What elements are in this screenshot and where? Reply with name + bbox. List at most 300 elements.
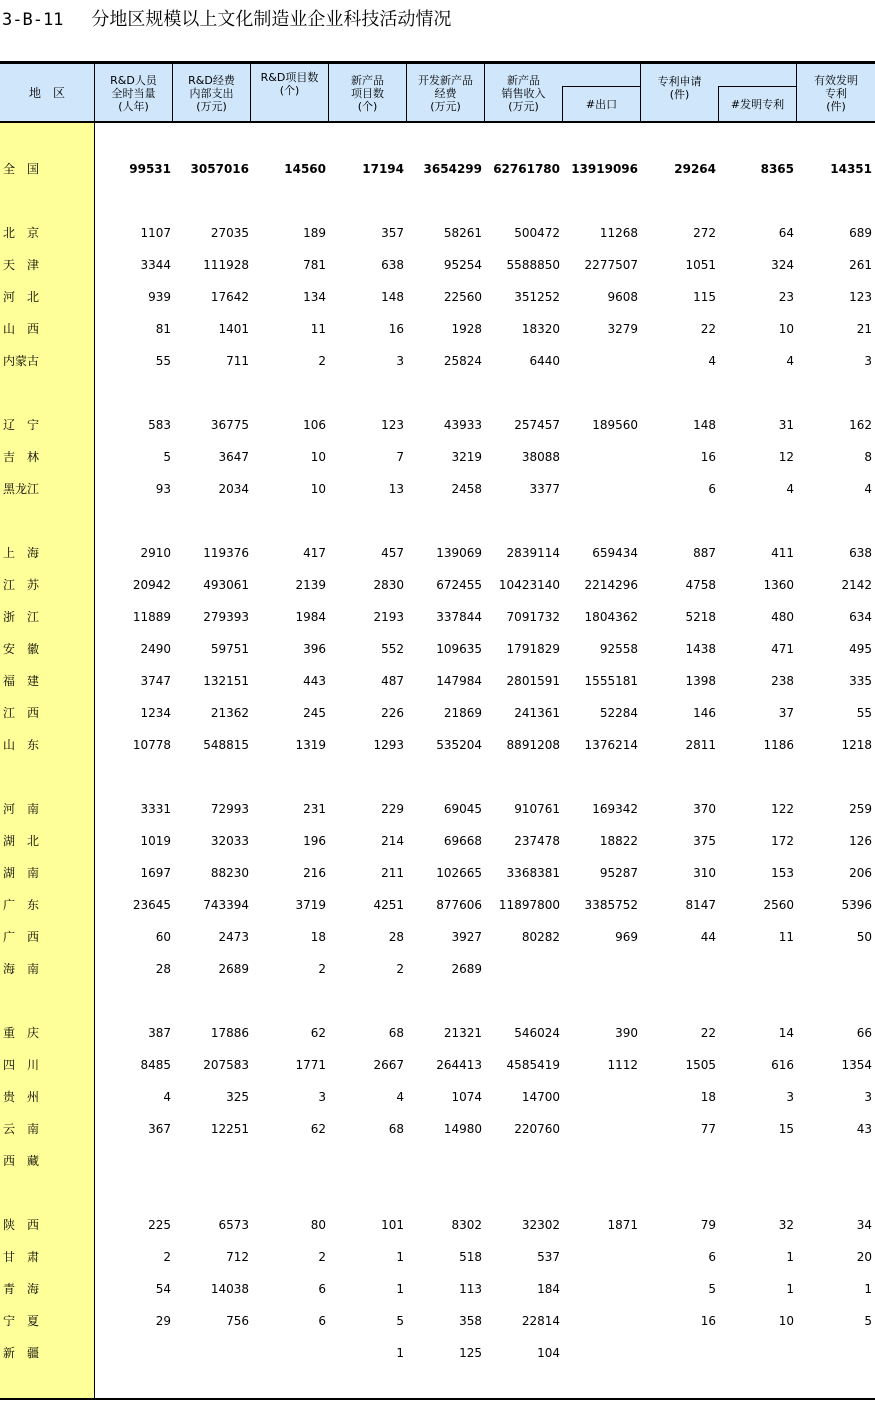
cell: 2667 xyxy=(373,1058,404,1072)
cell: 5 xyxy=(864,1314,872,1328)
cell: 111928 xyxy=(203,258,249,272)
cell: 146 xyxy=(693,706,716,720)
cell: 148 xyxy=(693,418,716,432)
cell: 59751 xyxy=(210,642,249,656)
cell: 21 xyxy=(856,322,872,336)
cell: 43933 xyxy=(443,418,482,432)
cell: 2811 xyxy=(685,738,716,752)
cell: 10 xyxy=(310,450,326,464)
cell: 3368381 xyxy=(506,866,560,880)
region-name: 新 疆 xyxy=(3,1346,40,1360)
table-row xyxy=(0,608,875,626)
cell: 939 xyxy=(148,290,171,304)
cell: 546024 xyxy=(514,1026,560,1040)
cell: 417 xyxy=(303,546,326,560)
cell: 1107 xyxy=(140,226,171,240)
cell: 264413 xyxy=(436,1058,482,1072)
cell: 552 xyxy=(381,642,404,656)
cell: 66 xyxy=(856,1026,872,1040)
cell: 495 xyxy=(849,642,872,656)
table-row xyxy=(0,928,875,946)
cell: 279393 xyxy=(203,610,249,624)
table-row xyxy=(0,1120,875,1138)
cell: 2 xyxy=(318,962,326,976)
cell: 3377 xyxy=(529,482,560,496)
cell: 756 xyxy=(226,1314,249,1328)
cell: 17886 xyxy=(210,1026,249,1040)
region-name: 山 西 xyxy=(3,322,40,336)
table-row xyxy=(0,1056,875,1074)
cell: 9608 xyxy=(607,290,638,304)
cell: 18 xyxy=(310,930,326,944)
cell: 480 xyxy=(771,610,794,624)
cell: 36775 xyxy=(210,418,249,432)
cell: 88230 xyxy=(210,866,249,880)
cell: 6 xyxy=(318,1282,326,1296)
cell: 6440 xyxy=(529,354,560,368)
table-row xyxy=(0,1024,875,1042)
cell: 1376214 xyxy=(584,738,638,752)
cell: 325 xyxy=(226,1090,249,1104)
cell: 25824 xyxy=(443,354,482,368)
cell: 11 xyxy=(778,930,794,944)
cell: 10 xyxy=(310,482,326,496)
header-region: 地 区 xyxy=(28,85,65,100)
region-name: 河 南 xyxy=(3,802,40,816)
cell: 11889 xyxy=(132,610,171,624)
cell: 5588850 xyxy=(506,258,560,272)
cell: 10778 xyxy=(132,738,171,752)
cell: 781 xyxy=(303,258,326,272)
cell: 8891208 xyxy=(506,738,560,752)
region-name: 西 藏 xyxy=(3,1154,40,1168)
cell: 2839114 xyxy=(506,546,560,560)
region-name: 宁 夏 xyxy=(3,1314,40,1328)
cell: 8 xyxy=(864,450,872,464)
cell: 4 xyxy=(163,1090,171,1104)
table-row xyxy=(0,320,875,338)
cell: 1 xyxy=(786,1282,794,1296)
cell: 14038 xyxy=(210,1282,249,1296)
cell: 1293 xyxy=(373,738,404,752)
cell: 241361 xyxy=(514,706,560,720)
cell: 3 xyxy=(318,1090,326,1104)
table-row xyxy=(0,480,875,498)
region-name: 上 海 xyxy=(3,546,40,560)
table-title: 分地区规模以上文化制造业企业科技活动情况 xyxy=(91,9,452,30)
table-row xyxy=(0,864,875,882)
cell: 2490 xyxy=(140,642,171,656)
cell: 50 xyxy=(856,930,872,944)
cell: 134 xyxy=(303,290,326,304)
cell: 3331 xyxy=(140,802,171,816)
cell: 3 xyxy=(396,354,404,368)
region-name: 吉 林 xyxy=(3,450,40,464)
cell: 1074 xyxy=(451,1090,482,1104)
cell: 80282 xyxy=(521,930,560,944)
table-row-total xyxy=(0,160,875,178)
cell: 2142 xyxy=(841,578,872,592)
cell: 2214296 xyxy=(584,578,638,592)
cell: 93 xyxy=(155,482,171,496)
table-row xyxy=(0,288,875,306)
table-row xyxy=(0,800,875,818)
cell: 22 xyxy=(700,1026,716,1040)
cell: 535204 xyxy=(436,738,482,752)
cell: 11897800 xyxy=(498,898,560,912)
cell: 64 xyxy=(778,226,794,240)
region-name: 海 南 xyxy=(3,962,40,976)
cell: 3219 xyxy=(451,450,482,464)
table-row xyxy=(0,736,875,754)
region-name: 浙 江 xyxy=(3,610,40,624)
cell: 1354 xyxy=(841,1058,872,1072)
cell: 2458 xyxy=(451,482,482,496)
cell: 34 xyxy=(856,1218,872,1232)
cell: 20942 xyxy=(132,578,171,592)
cell: 1 xyxy=(396,1250,404,1264)
header-dev-expense: 开发新产品 经费 (万元) xyxy=(418,73,473,113)
cell: 3927 xyxy=(451,930,482,944)
cell: 38088 xyxy=(521,450,560,464)
cell: 113 xyxy=(459,1282,482,1296)
cell: 69045 xyxy=(443,802,482,816)
cell: 69668 xyxy=(443,834,482,848)
cell: 99531 xyxy=(129,162,171,176)
cell: 12 xyxy=(778,450,794,464)
cell: 712 xyxy=(226,1250,249,1264)
cell: 115 xyxy=(693,290,716,304)
cell: 43 xyxy=(856,1122,872,1136)
cell: 634 xyxy=(849,610,872,624)
cell: 743394 xyxy=(203,898,249,912)
cell: 877606 xyxy=(436,898,482,912)
cell: 2910 xyxy=(140,546,171,560)
header-patent-applications: 专利申请 (件) xyxy=(657,75,702,101)
cell: 3 xyxy=(864,354,872,368)
cell: 21321 xyxy=(443,1026,482,1040)
cell: 500472 xyxy=(514,226,560,240)
cell: 1984 xyxy=(295,610,326,624)
cell: 10 xyxy=(778,322,794,336)
region-name: 内蒙古 xyxy=(3,354,40,368)
cell: 357 xyxy=(381,226,404,240)
cell: 6573 xyxy=(218,1218,249,1232)
cell: 139069 xyxy=(436,546,482,560)
cell: 126 xyxy=(849,834,872,848)
region-name: 全 国 xyxy=(3,162,40,176)
cell: 23 xyxy=(778,290,794,304)
table-row xyxy=(0,1152,875,1170)
cell: 12251 xyxy=(210,1122,249,1136)
cell: 5218 xyxy=(685,610,716,624)
cell: 77 xyxy=(700,1122,716,1136)
cell: 68 xyxy=(388,1026,404,1040)
cell: 21869 xyxy=(443,706,482,720)
table-row xyxy=(0,1088,875,1106)
table-row xyxy=(0,544,875,562)
cell: 211 xyxy=(381,866,404,880)
cell: 44 xyxy=(700,930,716,944)
cell: 1771 xyxy=(295,1058,326,1072)
cell: 5 xyxy=(163,450,171,464)
cell: 3057016 xyxy=(190,162,249,176)
header-bottom-rule xyxy=(0,121,875,123)
cell: 14560 xyxy=(284,162,326,176)
cell: 471 xyxy=(771,642,794,656)
cell: 370 xyxy=(693,802,716,816)
cell: 493061 xyxy=(203,578,249,592)
cell: 8485 xyxy=(140,1058,171,1072)
header-rd-projects: R&D项目数 (个) xyxy=(260,71,319,97)
cell: 17194 xyxy=(362,162,404,176)
cell: 1928 xyxy=(451,322,482,336)
cell: 1186 xyxy=(763,738,794,752)
region-name: 江 西 xyxy=(3,706,40,720)
cell: 689 xyxy=(849,226,872,240)
cell: 231 xyxy=(303,802,326,816)
region-name: 广 东 xyxy=(3,898,40,912)
cell: 548815 xyxy=(203,738,249,752)
cell: 5396 xyxy=(841,898,872,912)
cell: 7091732 xyxy=(506,610,560,624)
table-row xyxy=(0,576,875,594)
cell: 29 xyxy=(155,1314,171,1328)
cell: 16 xyxy=(700,1314,716,1328)
header-new-product-sales: 新产品 销售收入 (万元) xyxy=(501,73,546,113)
cell: 22814 xyxy=(521,1314,560,1328)
cell: 18822 xyxy=(599,834,638,848)
cell: 123 xyxy=(849,290,872,304)
header-rd-staff: R&D人员 全时当量 (人年) xyxy=(110,73,157,113)
cell: 8147 xyxy=(685,898,716,912)
region-name: 陕 西 xyxy=(3,1218,40,1232)
cell: 2689 xyxy=(451,962,482,976)
cell: 101 xyxy=(381,1218,404,1232)
cell: 245 xyxy=(303,706,326,720)
cell: 148 xyxy=(381,290,404,304)
cell: 226 xyxy=(381,706,404,720)
cell: 21362 xyxy=(210,706,249,720)
cell: 4758 xyxy=(685,578,716,592)
cell: 109635 xyxy=(436,642,482,656)
cell: 358 xyxy=(459,1314,482,1328)
cell: 1505 xyxy=(685,1058,716,1072)
cell: 3747 xyxy=(140,674,171,688)
cell: 4 xyxy=(786,482,794,496)
cell: 443 xyxy=(303,674,326,688)
cell: 13919096 xyxy=(571,162,638,176)
cell: 1555181 xyxy=(584,674,638,688)
cell: 261 xyxy=(849,258,872,272)
cell: 1360 xyxy=(763,578,794,592)
region-name: 辽 宁 xyxy=(3,418,40,432)
cell: 2 xyxy=(163,1250,171,1264)
cell: 72993 xyxy=(210,802,249,816)
cell: 1 xyxy=(396,1282,404,1296)
cell: 3385752 xyxy=(584,898,638,912)
cell: 3719 xyxy=(295,898,326,912)
cell: 2473 xyxy=(218,930,249,944)
cell: 1398 xyxy=(685,674,716,688)
cell: 206 xyxy=(849,866,872,880)
region-name: 江 苏 xyxy=(3,578,40,592)
cell: 95254 xyxy=(443,258,482,272)
cell: 457 xyxy=(381,546,404,560)
table-code: 3-B-11 xyxy=(2,10,64,30)
cell: 259 xyxy=(849,802,872,816)
cell: 3 xyxy=(786,1090,794,1104)
region-name: 安 徽 xyxy=(3,642,40,656)
region-name: 青 海 xyxy=(3,1282,40,1296)
table-row xyxy=(0,704,875,722)
table-row xyxy=(0,1280,875,1298)
cell: 638 xyxy=(381,258,404,272)
region-name: 云 南 xyxy=(3,1122,40,1136)
cell: 55 xyxy=(856,706,872,720)
cell: 22560 xyxy=(443,290,482,304)
header-rd-expense: R&D经费 内部支出 (万元) xyxy=(188,73,235,113)
cell: 31 xyxy=(778,418,794,432)
cell: 1 xyxy=(396,1346,404,1360)
cell: 351252 xyxy=(514,290,560,304)
cell: 32302 xyxy=(521,1218,560,1232)
cell: 6 xyxy=(318,1314,326,1328)
cell: 5 xyxy=(708,1282,716,1296)
cell: 1 xyxy=(864,1282,872,1296)
cell: 375 xyxy=(693,834,716,848)
table-row xyxy=(0,640,875,658)
cell: 18 xyxy=(700,1090,716,1104)
cell: 214 xyxy=(381,834,404,848)
header-invention-patents: #发明专利 xyxy=(730,97,785,111)
region-name: 重 庆 xyxy=(3,1026,40,1040)
header-export: #出口 xyxy=(585,97,618,111)
cell: 16 xyxy=(388,322,404,336)
table-row xyxy=(0,1312,875,1330)
cell: 172 xyxy=(771,834,794,848)
cell: 104 xyxy=(537,1346,560,1360)
cell: 411 xyxy=(771,546,794,560)
cell: 1234 xyxy=(140,706,171,720)
cell: 196 xyxy=(303,834,326,848)
cell: 583 xyxy=(148,418,171,432)
region-name: 甘 肃 xyxy=(3,1250,40,1264)
cell: 119376 xyxy=(203,546,249,560)
cell: 8302 xyxy=(451,1218,482,1232)
cell: 2801591 xyxy=(506,674,560,688)
cell: 169342 xyxy=(592,802,638,816)
cell: 207583 xyxy=(203,1058,249,1072)
cell: 17642 xyxy=(210,290,249,304)
table-row xyxy=(0,1344,875,1362)
cell: 11 xyxy=(310,322,326,336)
cell: 969 xyxy=(615,930,638,944)
cell: 367 xyxy=(148,1122,171,1136)
cell: 1051 xyxy=(685,258,716,272)
cell: 659434 xyxy=(592,546,638,560)
cell: 122 xyxy=(771,802,794,816)
cell: 92558 xyxy=(599,642,638,656)
cell: 22 xyxy=(700,322,716,336)
cell: 14980 xyxy=(443,1122,482,1136)
cell: 216 xyxy=(303,866,326,880)
cell: 2 xyxy=(318,354,326,368)
cell: 23645 xyxy=(132,898,171,912)
cell: 4 xyxy=(708,354,716,368)
cell: 2139 xyxy=(295,578,326,592)
cell: 14 xyxy=(778,1026,794,1040)
region-name: 北 京 xyxy=(3,226,40,240)
cell: 237478 xyxy=(514,834,560,848)
cell: 62 xyxy=(310,1122,326,1136)
cell: 4 xyxy=(396,1090,404,1104)
cell: 487 xyxy=(381,674,404,688)
cell: 310 xyxy=(693,866,716,880)
cell: 13 xyxy=(388,482,404,496)
cell: 95287 xyxy=(599,866,638,880)
cell: 1871 xyxy=(607,1218,638,1232)
cell: 147984 xyxy=(436,674,482,688)
cell: 711 xyxy=(226,354,249,368)
table-row xyxy=(0,352,875,370)
page-title xyxy=(2,5,451,35)
cell: 55 xyxy=(155,354,171,368)
region-name: 湖 南 xyxy=(3,866,40,880)
table-row xyxy=(0,256,875,274)
cell: 220760 xyxy=(514,1122,560,1136)
cell: 4251 xyxy=(373,898,404,912)
cell: 62 xyxy=(310,1026,326,1040)
cell: 518 xyxy=(459,1250,482,1264)
cell: 189560 xyxy=(592,418,638,432)
cell: 272 xyxy=(693,226,716,240)
cell: 910761 xyxy=(514,802,560,816)
cell: 8365 xyxy=(760,162,794,176)
table-row xyxy=(0,1216,875,1234)
cell: 62761780 xyxy=(493,162,560,176)
cell: 1112 xyxy=(607,1058,638,1072)
cell: 29264 xyxy=(674,162,716,176)
cell: 18320 xyxy=(521,322,560,336)
cell: 229 xyxy=(381,802,404,816)
cell: 20 xyxy=(856,1250,872,1264)
cell: 390 xyxy=(615,1026,638,1040)
cell: 3654299 xyxy=(423,162,482,176)
cell: 60 xyxy=(155,930,171,944)
cell: 68 xyxy=(388,1122,404,1136)
cell: 28 xyxy=(388,930,404,944)
cell: 80 xyxy=(310,1218,326,1232)
cell: 1319 xyxy=(295,738,326,752)
cell: 10 xyxy=(778,1314,794,1328)
cell: 4585419 xyxy=(506,1058,560,1072)
cell: 2 xyxy=(318,1250,326,1264)
cell: 16 xyxy=(700,450,716,464)
cell: 238 xyxy=(771,674,794,688)
cell: 616 xyxy=(771,1058,794,1072)
cell: 337844 xyxy=(436,610,482,624)
cell: 5 xyxy=(396,1314,404,1328)
region-name: 山 东 xyxy=(3,738,40,752)
cell: 638 xyxy=(849,546,872,560)
cell: 52284 xyxy=(599,706,638,720)
cell: 3647 xyxy=(218,450,249,464)
cell: 106 xyxy=(303,418,326,432)
cell: 2 xyxy=(396,962,404,976)
region-name: 福 建 xyxy=(3,674,40,688)
cell: 3344 xyxy=(140,258,171,272)
